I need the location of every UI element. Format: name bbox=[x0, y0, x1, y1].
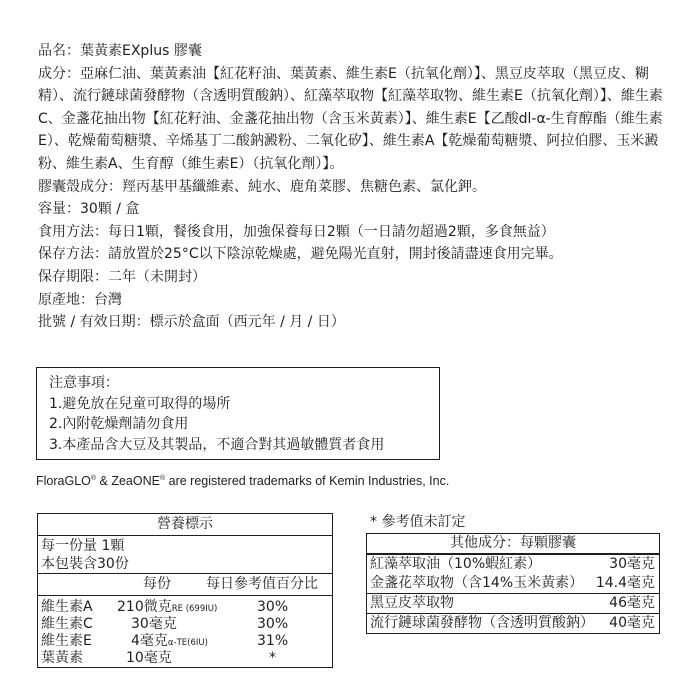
product-name: 品名：葉黃素EXplus 膠囊 bbox=[38, 43, 202, 59]
usage: 食用方法：每日1顆，餐後食用，加強保養每日2顆（一日請勿超過2顆，多食無益） bbox=[38, 223, 555, 240]
product-info bbox=[38, 40, 670, 334]
registered-mark: ® bbox=[159, 475, 166, 482]
col-per-serving: 每份 bbox=[143, 576, 171, 592]
nutrient-pct: 30% bbox=[257, 599, 289, 615]
storage: 保存方法：請放置於25°C以下陰涼乾燥處，避免陽光直射，開封後請盡速食用完畢。 bbox=[38, 246, 563, 263]
serving-info bbox=[38, 536, 332, 573]
notice-title: 注意事項： bbox=[49, 375, 119, 391]
trademark-zeaone: & ZeaONE bbox=[96, 474, 160, 488]
table-row bbox=[367, 613, 659, 633]
notice-item: 2.內附乾燥劑請勿食用 bbox=[49, 416, 189, 432]
other-ingredients-table bbox=[366, 533, 660, 634]
table-row bbox=[367, 574, 659, 593]
notice-item: 1.避免放在兒童可取得的場所 bbox=[49, 395, 231, 412]
ingredients: 成分：亞麻仁油、葉黃素油【紅花籽油、葉黃素、維生素E（抗氧化劑）】、黑豆皮萃取（黑豆皮、糊精）、流行鏈球菌發酵物（含透明質酸鈉）、紅藻萃取物【紅藻萃取物、維生素E（抗氧化劑）】、維生素C、金盞花抽出物【紅花籽油、金盞花抽出物（含玉米黃素）】、維生素E【乙酸dl-α-生育醇酯（維生素E）、乾燥葡萄糖漿、辛烯基丁二酸鈉澱粉、二氧化矽】、維生素A【乾燥葡萄糖漿、阿拉伯膠、玉米澱粉、維生素A、生育醇（維生素E）（抗氧化劑）】。 bbox=[38, 65, 663, 172]
volume: 容量：30顆 / 盒 bbox=[38, 201, 140, 218]
nutrient-name: 維生素A bbox=[41, 599, 93, 615]
table-row bbox=[38, 616, 332, 633]
nutrient-amount: 30毫克 bbox=[131, 616, 177, 632]
other-value: 30毫克 bbox=[609, 556, 655, 572]
registered-mark: ® bbox=[90, 475, 97, 482]
table-row bbox=[38, 633, 332, 650]
table-row bbox=[367, 554, 659, 574]
nutrition-rows bbox=[38, 596, 332, 667]
table-row bbox=[38, 650, 332, 667]
origin: 原產地：台灣 bbox=[38, 291, 122, 308]
other-name: 金盞花萃取物（含14%玉米黃素） bbox=[370, 575, 584, 591]
nutrient-name: 維生素C bbox=[41, 616, 93, 632]
serving-size: 每一份量 1顆 bbox=[41, 538, 125, 554]
other-name: 黑豆皮萃取物 bbox=[370, 595, 454, 611]
trademark-floraglo: FloraGLO bbox=[36, 474, 91, 488]
nutrient-name: 葉黃素 bbox=[41, 650, 83, 666]
col-daily-value: 每日參考值百分比 bbox=[206, 576, 318, 592]
nutrition-header bbox=[38, 573, 332, 596]
nutrition-table bbox=[37, 513, 333, 668]
nutrition-title: 營養標示 bbox=[38, 514, 332, 536]
other-value: 46毫克 bbox=[609, 595, 655, 611]
nutrient-pct: 31% bbox=[257, 633, 289, 649]
nutrient-amount: 10毫克 bbox=[126, 650, 172, 666]
notice-box bbox=[36, 367, 440, 460]
capsule-shell-ingredients: 膠囊殼成分：羥丙基甲基纖維素、純水、鹿角菜膠、焦糖色素、氯化鉀。 bbox=[38, 178, 486, 195]
other-name: 紅藻萃取油（10%蝦紅素） bbox=[370, 556, 542, 572]
trademark-owner: are registered trademarks of Kemin Industries, Inc. bbox=[165, 474, 450, 488]
nutrient-amount: 4毫克α-TE(6IU) bbox=[131, 633, 208, 649]
reference-note: * 參考值未訂定 bbox=[370, 514, 466, 530]
notice-item: 3.本產品含大豆及其製品，不適合對其過敏體質者食用 bbox=[49, 436, 385, 453]
other-value: 40毫克 bbox=[609, 615, 655, 631]
nutrient-amount: 210微克RE (699IU) bbox=[117, 599, 218, 615]
other-value: 14.4毫克 bbox=[595, 575, 655, 591]
nutrient-pct: 30% bbox=[257, 616, 289, 632]
nutrient-name: 維生素E bbox=[41, 633, 92, 649]
batch-expiry: 批號 / 有效日期：標示於盒面（西元年 / 月 / 日） bbox=[38, 314, 345, 331]
shelf-life: 保存期限：二年（未開封） bbox=[38, 268, 206, 285]
trademark-notice bbox=[36, 474, 449, 488]
servings-per-pack: 本包裝含30份 bbox=[41, 556, 129, 572]
nutrient-pct: * bbox=[269, 650, 276, 666]
other-name: 流行鏈球菌發酵物（含透明質酸鈉） bbox=[370, 615, 594, 631]
table-row bbox=[38, 599, 332, 616]
table-row bbox=[367, 593, 659, 613]
other-title: 其他成分：每顆膠囊 bbox=[367, 534, 659, 554]
